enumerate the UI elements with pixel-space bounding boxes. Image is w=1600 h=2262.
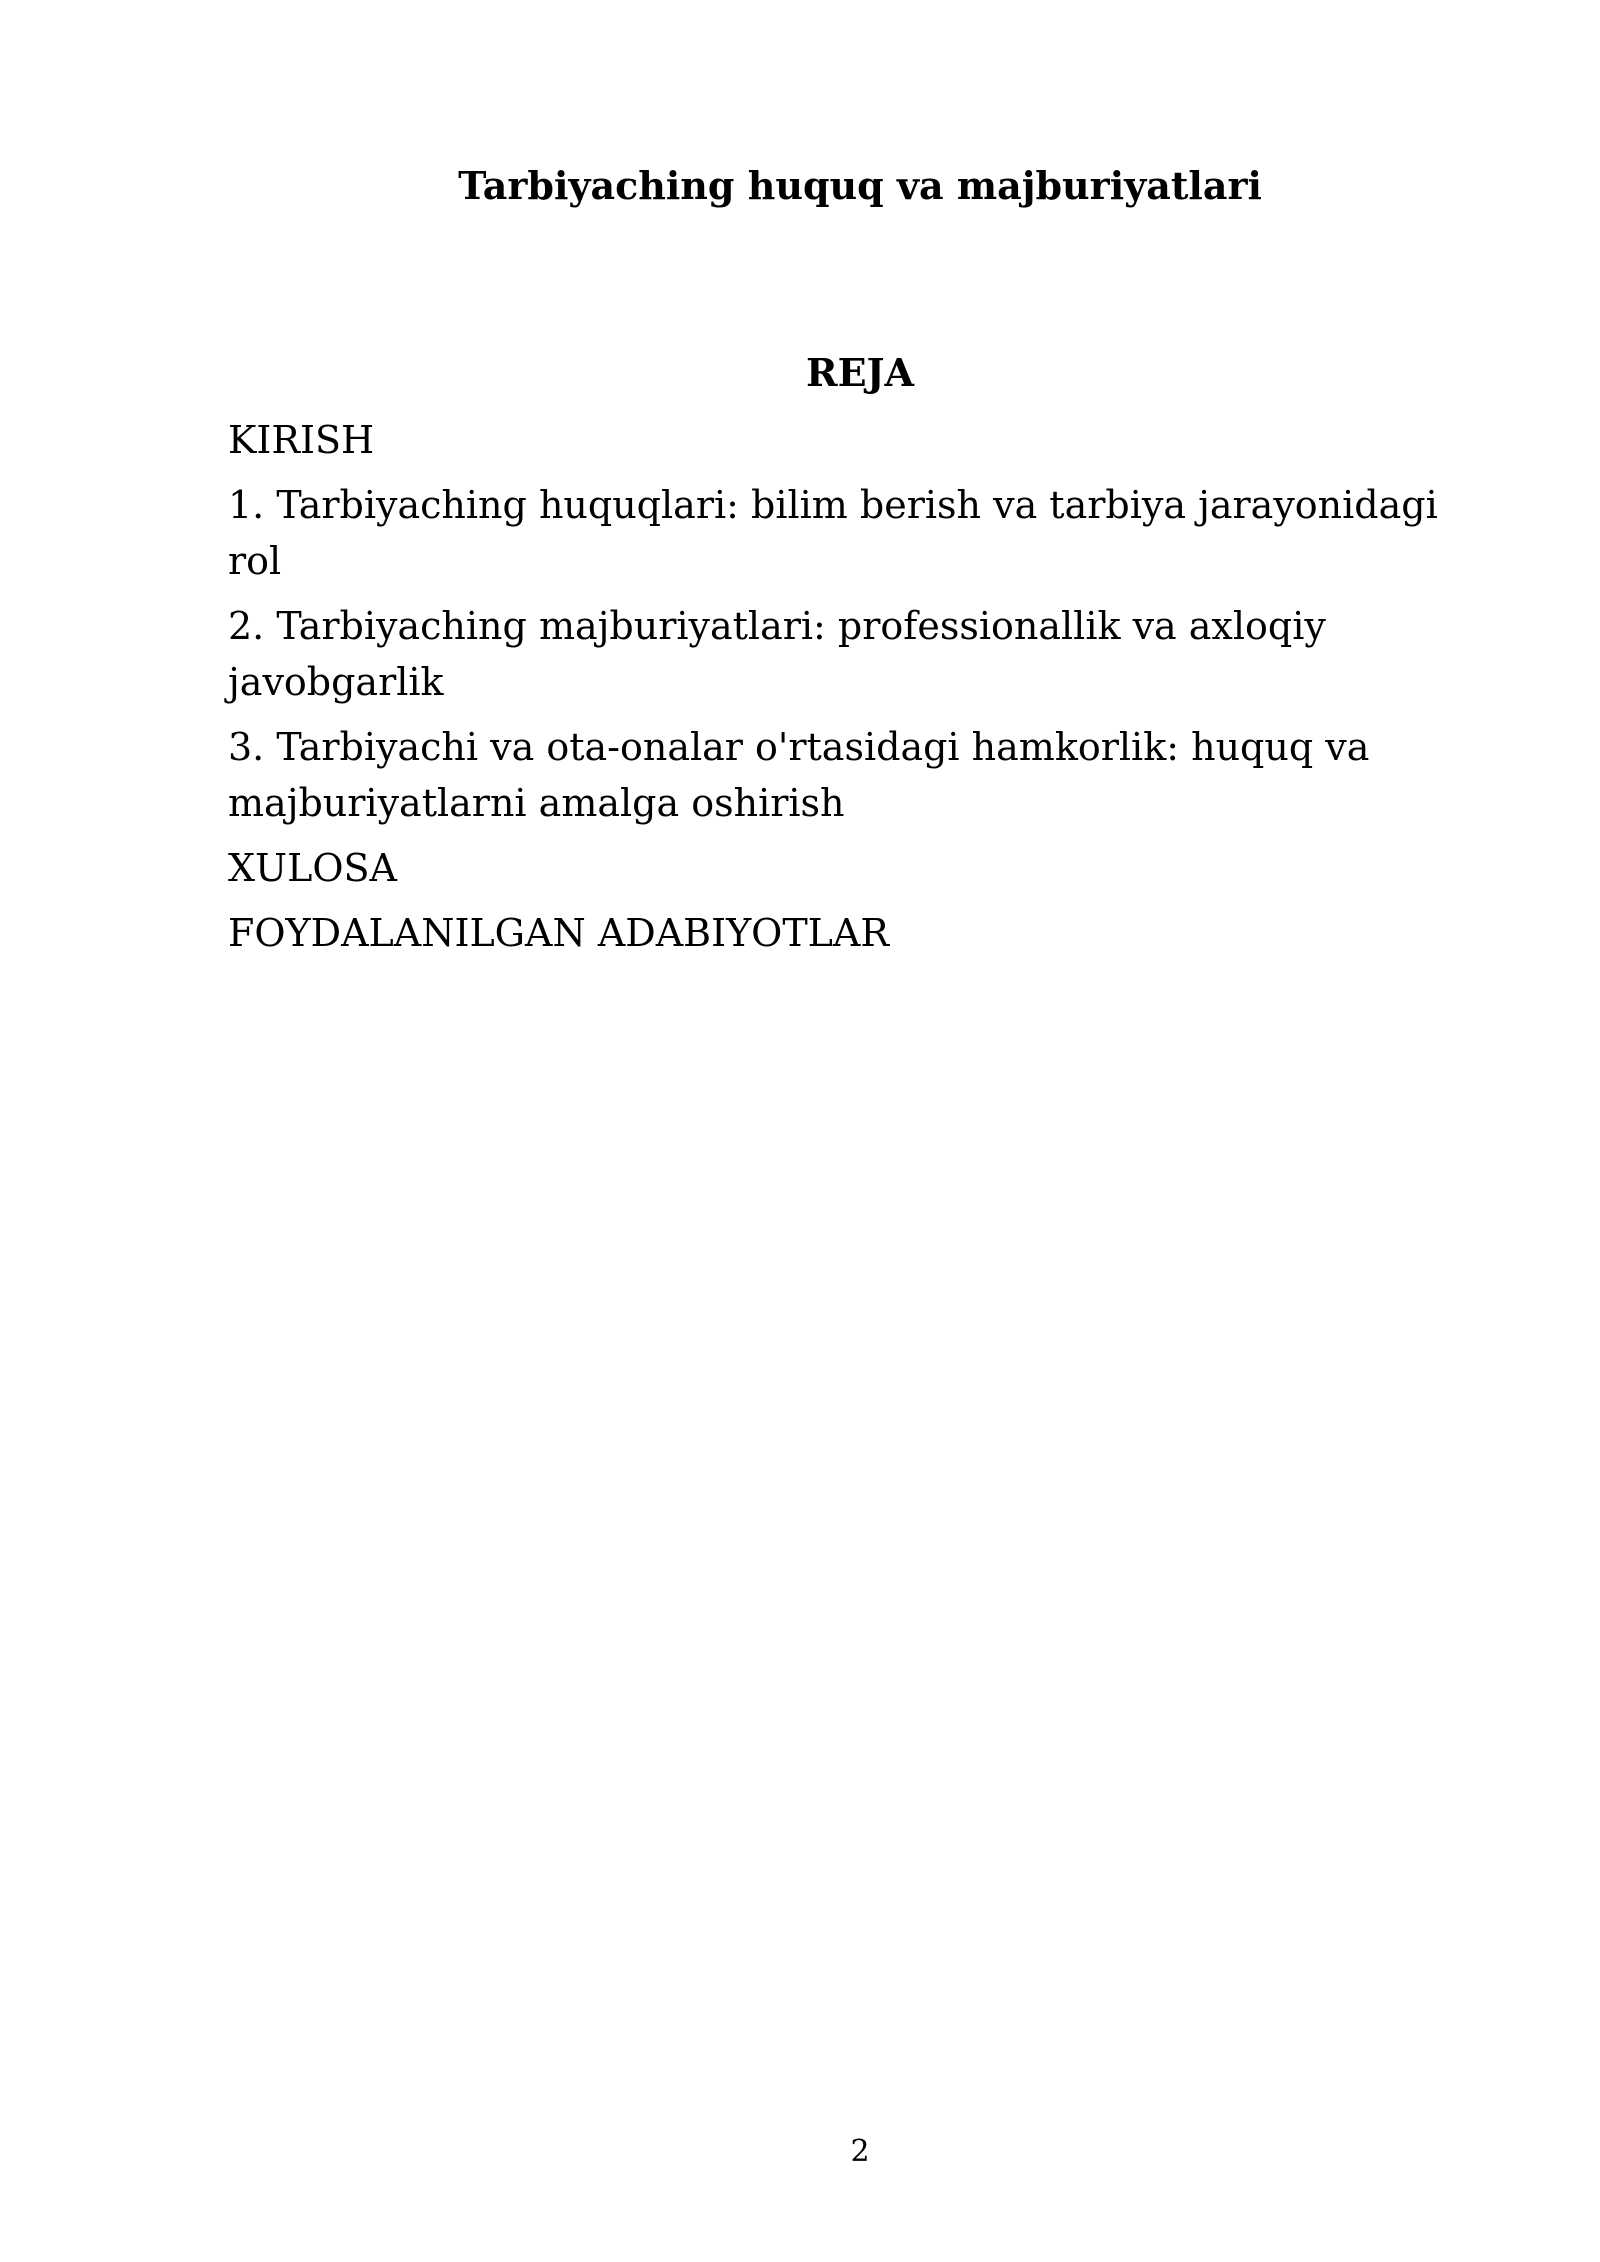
plan-item-introduction: KIRISH — [228, 418, 375, 462]
plan-heading: REJA — [805, 350, 914, 395]
plan-item-conclusion: XULOSA — [228, 846, 397, 890]
plan-item-1: 1. Tarbiyaching huquqlari: bilim berish va tarbiya jarayonidagi rol — [228, 483, 1438, 583]
plan-list — [228, 412, 1458, 970]
plan-item-2: 2. Tarbiyaching majburiyatlari: professionallik va axloqiy javobgarlik — [228, 604, 1326, 704]
page-number: 2 — [850, 2134, 870, 2169]
plan-item-references: FOYDALANILGAN ADABIYOTLAR — [228, 911, 889, 955]
document-title: Tarbiyaching huquq va majburiyatlari — [458, 163, 1262, 208]
plan-item-3: 3. Tarbiyachi va ota-onalar o'rtasidagi hamkorlik: huquq va majburiyatlarni amalga oshirish — [228, 725, 1370, 825]
